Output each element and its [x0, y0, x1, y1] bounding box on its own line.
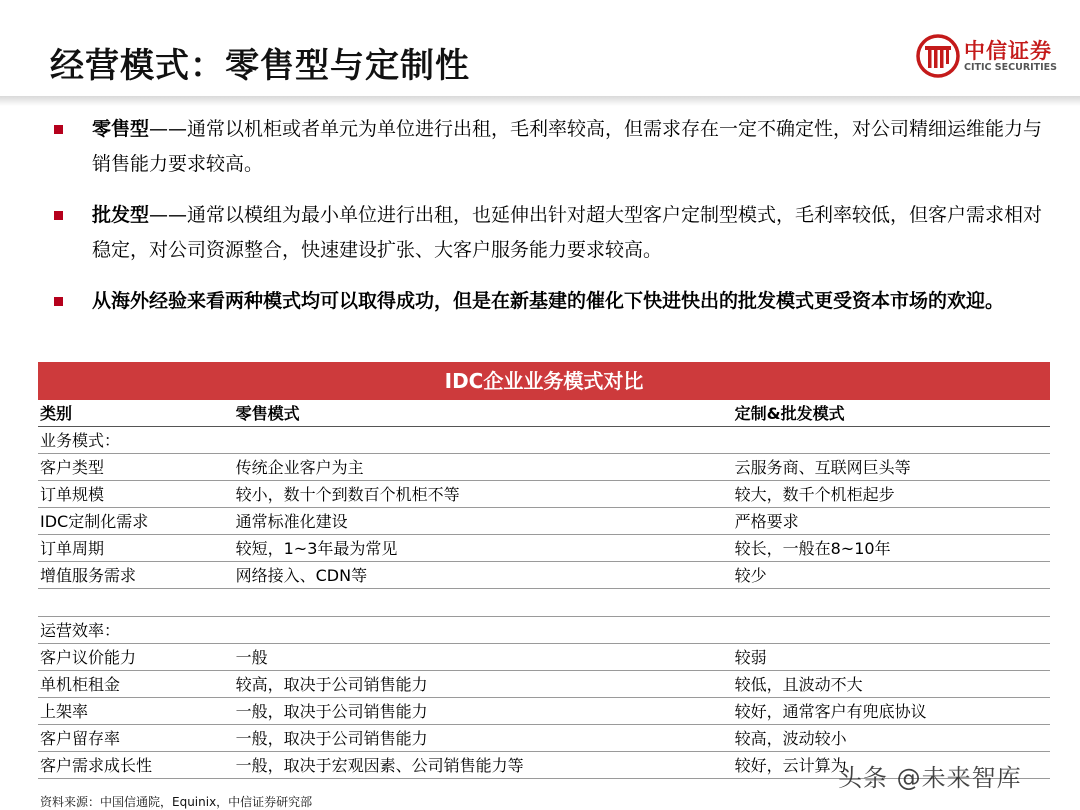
column-header-wholesale: 定制&批发模式 [734, 404, 845, 423]
section-label: 运营效率： [40, 621, 121, 640]
row-category-cell: 客户议价能力 [40, 648, 137, 667]
table-row [38, 698, 1050, 725]
table-row [38, 535, 1050, 562]
row-retail-cell: 网络接入、CDN等 [235, 566, 368, 585]
bullet-retail [54, 112, 1044, 182]
watermark: 头条 @未来智库 [838, 764, 1022, 792]
bullet-text: 从海外经验来看两种模式均可以取得成功，但是在新基建的催化下快进快出的批发模式更受资本市场的欢迎。 [92, 290, 1005, 312]
bullet-conclusion [54, 284, 1044, 319]
row-wholesale-cell: 较好，云计算为 [734, 756, 847, 775]
bullet-square-icon [54, 125, 63, 134]
row-category-cell: IDC定制化需求 [40, 512, 149, 531]
citic-logo [916, 34, 1066, 80]
row-wholesale-cell: 严格要求 [734, 512, 799, 531]
row-category-cell: 客户类型 [40, 458, 105, 477]
table-header-row [38, 400, 1050, 427]
row-category-cell: 订单规模 [40, 485, 105, 504]
table-row [38, 481, 1050, 508]
spacer-row [38, 589, 1050, 617]
table-row [38, 644, 1050, 671]
bullet-wholesale [54, 198, 1044, 268]
page-title: 经营模式：零售型与定制性 [50, 46, 470, 86]
row-retail-cell: 传统企业客户为主 [235, 458, 364, 477]
bullet-lead: 批发型 [92, 204, 150, 226]
business-model-rows [38, 454, 1050, 589]
row-wholesale-cell: 较长，一般在8~10年 [734, 539, 891, 558]
bullet-square-icon [54, 211, 63, 220]
column-header-retail: 零售模式 [235, 404, 300, 423]
row-retail-cell: 通常标准化建设 [235, 512, 348, 531]
section-row-operation-efficiency [38, 617, 1050, 644]
table-row [38, 671, 1050, 698]
logo-english-name: CITIC SECURITIES [964, 62, 1058, 73]
row-retail-cell: 较短，1~3年最为常见 [235, 539, 398, 558]
row-retail-cell: 较高，取决于公司销售能力 [235, 675, 428, 694]
source-note: 资料来源：中国信通院，Equinix，中信证券研究部 [40, 795, 313, 809]
bullet-list [54, 112, 1044, 335]
row-retail-cell: 一般 [235, 648, 268, 667]
row-category-cell: 增值服务需求 [40, 566, 137, 585]
row-wholesale-cell: 较好，通常客户有兜底协议 [734, 702, 927, 721]
column-header-category: 类别 [40, 404, 73, 423]
header [0, 0, 1080, 104]
table-row [38, 508, 1050, 535]
comparison-table [38, 362, 1050, 779]
row-wholesale-cell: 较大，数千个机柜起步 [734, 485, 895, 504]
row-retail-cell: 一般，取决于宏观因素、公司销售能力等 [235, 756, 524, 775]
section-row-business-model [38, 427, 1050, 454]
citic-logo-icon [916, 34, 960, 78]
table-title: IDC企业业务模式对比 [38, 362, 1050, 400]
table-row [38, 454, 1050, 481]
row-category-cell: 订单周期 [40, 539, 105, 558]
bullet-lead: 零售型 [92, 118, 150, 140]
bullet-square-icon [54, 297, 63, 306]
row-wholesale-cell: 较弱 [734, 648, 767, 667]
bullet-text: ——通常以机柜或者单元为单位进行出租，毛利率较高，但需求存在一定不确定性，对公司精细运维能力与销售能力要求较高。 [92, 118, 1043, 175]
header-divider [0, 96, 1080, 106]
section-label: 业务模式： [40, 431, 121, 450]
logo-chinese-name: 中信证券 [964, 39, 1052, 63]
table-row [38, 562, 1050, 589]
row-retail-cell: 一般，取决于公司销售能力 [235, 702, 428, 721]
row-retail-cell: 一般，取决于公司销售能力 [235, 729, 428, 748]
row-category-cell: 客户留存率 [40, 729, 121, 748]
table-row [38, 725, 1050, 752]
row-category-cell: 客户需求成长性 [40, 756, 153, 775]
row-category-cell: 上架率 [40, 702, 89, 721]
row-category-cell: 单机柜租金 [40, 675, 121, 694]
row-wholesale-cell: 较低，且波动不大 [734, 675, 863, 694]
row-wholesale-cell: 较高，波动较小 [734, 729, 847, 748]
row-retail-cell: 较小，数十个到数百个机柜不等 [235, 485, 460, 504]
bullet-text: ——通常以模组为最小单位进行出租，也延伸出针对超大型客户定制型模式，毛利率较低，但客户需求相对稳定，对公司资源整合，快速建设扩张、大客户服务能力要求较高。 [92, 204, 1043, 261]
row-wholesale-cell: 较少 [734, 566, 767, 585]
row-wholesale-cell: 云服务商、互联网巨头等 [734, 458, 911, 477]
